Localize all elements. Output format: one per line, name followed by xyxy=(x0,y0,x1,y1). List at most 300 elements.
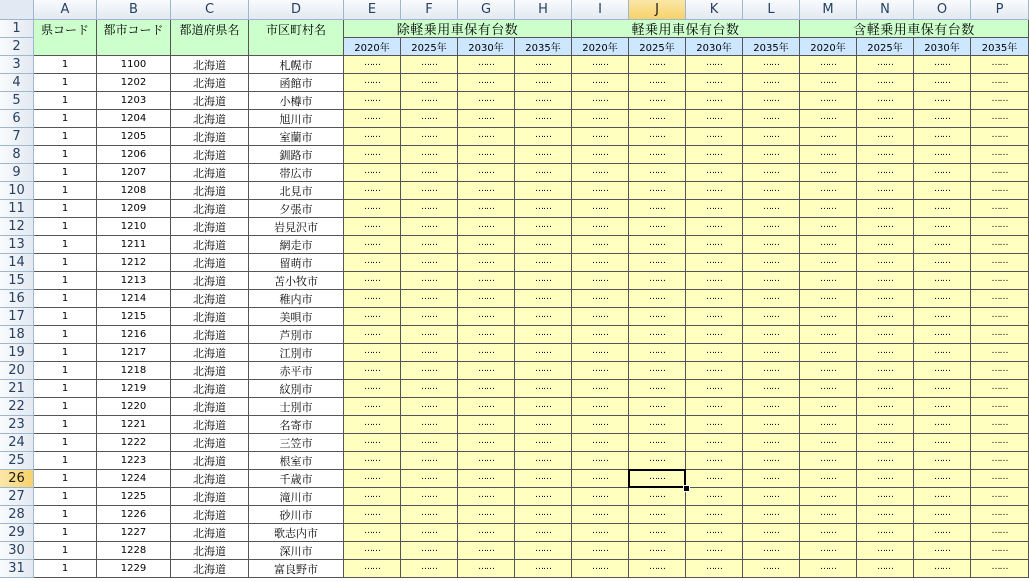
value-cell[interactable]: …… xyxy=(800,146,857,164)
cell-municipality[interactable]: 帯広市 xyxy=(249,164,344,182)
group-header-2[interactable]: 軽乗用車保有台数 xyxy=(572,20,800,38)
value-cell[interactable]: …… xyxy=(914,290,971,308)
value-cell[interactable]: …… xyxy=(743,308,800,326)
column-header-c[interactable]: C xyxy=(171,0,249,20)
cell-city-code[interactable]: 1206 xyxy=(97,146,171,164)
value-cell[interactable]: …… xyxy=(401,416,458,434)
cell-pref-name[interactable]: 北海道 xyxy=(171,128,249,146)
value-cell[interactable]: …… xyxy=(857,560,914,578)
value-cell[interactable]: …… xyxy=(515,272,572,290)
value-cell[interactable]: …… xyxy=(800,452,857,470)
year-header[interactable]: 2020年 xyxy=(800,38,857,56)
cell-pref-name[interactable]: 北海道 xyxy=(171,560,249,578)
cell-pref-code[interactable]: 1 xyxy=(34,146,97,164)
value-cell[interactable]: …… xyxy=(458,164,515,182)
value-cell[interactable]: …… xyxy=(344,92,401,110)
value-cell[interactable]: …… xyxy=(971,488,1029,506)
value-cell[interactable]: …… xyxy=(572,524,629,542)
value-cell[interactable]: …… xyxy=(458,470,515,488)
value-cell[interactable]: …… xyxy=(743,272,800,290)
value-cell[interactable]: …… xyxy=(401,128,458,146)
cell-pref-code[interactable]: 1 xyxy=(34,182,97,200)
value-cell[interactable]: …… xyxy=(629,128,686,146)
value-cell[interactable]: …… xyxy=(800,182,857,200)
cell-pref-name[interactable]: 北海道 xyxy=(171,416,249,434)
cell-pref-name[interactable]: 北海道 xyxy=(171,308,249,326)
value-cell[interactable]: …… xyxy=(686,470,743,488)
value-cell[interactable]: …… xyxy=(401,560,458,578)
value-cell[interactable]: …… xyxy=(686,416,743,434)
value-cell[interactable]: …… xyxy=(515,218,572,236)
value-cell[interactable]: …… xyxy=(971,524,1029,542)
column-header-j[interactable]: J xyxy=(629,0,686,20)
row-header-17[interactable]: 17 xyxy=(0,308,34,326)
cell-city-code[interactable]: 1224 xyxy=(97,470,171,488)
year-header[interactable]: 2035年 xyxy=(743,38,800,56)
value-cell[interactable]: …… xyxy=(515,146,572,164)
value-cell[interactable]: …… xyxy=(914,326,971,344)
value-cell[interactable]: …… xyxy=(743,254,800,272)
value-cell[interactable]: …… xyxy=(857,398,914,416)
cell-pref-name[interactable]: 北海道 xyxy=(171,434,249,452)
value-cell[interactable]: …… xyxy=(914,182,971,200)
value-cell[interactable]: …… xyxy=(515,74,572,92)
value-cell[interactable]: …… xyxy=(857,146,914,164)
value-cell[interactable]: …… xyxy=(344,218,401,236)
value-cell[interactable]: …… xyxy=(800,56,857,74)
header-municipality[interactable]: 市区町村名 xyxy=(249,20,344,56)
value-cell[interactable]: …… xyxy=(971,218,1029,236)
cell-pref-code[interactable]: 1 xyxy=(34,452,97,470)
value-cell[interactable]: …… xyxy=(800,380,857,398)
value-cell[interactable]: …… xyxy=(971,560,1029,578)
value-cell[interactable]: …… xyxy=(743,560,800,578)
value-cell[interactable]: …… xyxy=(800,398,857,416)
year-header[interactable]: 2025年 xyxy=(629,38,686,56)
value-cell[interactable]: …… xyxy=(572,146,629,164)
row-header-19[interactable]: 19 xyxy=(0,344,34,362)
value-cell[interactable]: …… xyxy=(686,200,743,218)
value-cell[interactable]: …… xyxy=(572,218,629,236)
value-cell[interactable]: …… xyxy=(572,488,629,506)
value-cell[interactable]: …… xyxy=(515,434,572,452)
cell-pref-code[interactable]: 1 xyxy=(34,470,97,488)
value-cell[interactable]: …… xyxy=(344,56,401,74)
column-header-h[interactable]: H xyxy=(515,0,572,20)
value-cell[interactable]: …… xyxy=(572,164,629,182)
cell-pref-name[interactable]: 北海道 xyxy=(171,218,249,236)
value-cell[interactable]: …… xyxy=(914,470,971,488)
value-cell[interactable]: …… xyxy=(401,254,458,272)
cell-pref-code[interactable]: 1 xyxy=(34,272,97,290)
cell-pref-name[interactable]: 北海道 xyxy=(171,164,249,182)
value-cell[interactable]: …… xyxy=(401,488,458,506)
value-cell[interactable]: …… xyxy=(971,344,1029,362)
value-cell[interactable]: …… xyxy=(800,470,857,488)
value-cell[interactable]: …… xyxy=(629,326,686,344)
cell-pref-code[interactable]: 1 xyxy=(34,506,97,524)
value-cell[interactable]: …… xyxy=(629,110,686,128)
value-cell[interactable]: …… xyxy=(971,308,1029,326)
value-cell[interactable]: …… xyxy=(743,344,800,362)
value-cell[interactable]: …… xyxy=(515,542,572,560)
value-cell[interactable]: …… xyxy=(572,74,629,92)
row-header-30[interactable]: 30 xyxy=(0,542,34,560)
value-cell[interactable]: …… xyxy=(857,74,914,92)
column-header-m[interactable]: M xyxy=(800,0,857,20)
value-cell[interactable]: …… xyxy=(686,344,743,362)
value-cell[interactable]: …… xyxy=(743,434,800,452)
cell-city-code[interactable]: 1229 xyxy=(97,560,171,578)
value-cell[interactable]: …… xyxy=(572,290,629,308)
value-cell[interactable]: …… xyxy=(686,398,743,416)
value-cell[interactable]: …… xyxy=(686,272,743,290)
year-header[interactable]: 2030年 xyxy=(914,38,971,56)
value-cell[interactable]: …… xyxy=(344,398,401,416)
cell-pref-name[interactable]: 北海道 xyxy=(171,290,249,308)
cell-city-code[interactable]: 1218 xyxy=(97,362,171,380)
value-cell[interactable]: …… xyxy=(401,272,458,290)
value-cell[interactable]: …… xyxy=(458,488,515,506)
value-cell[interactable]: …… xyxy=(971,146,1029,164)
value-cell[interactable]: …… xyxy=(458,272,515,290)
value-cell[interactable]: …… xyxy=(629,362,686,380)
value-cell[interactable]: …… xyxy=(572,542,629,560)
value-cell[interactable]: …… xyxy=(344,560,401,578)
value-cell[interactable]: …… xyxy=(572,326,629,344)
row-header-24[interactable]: 24 xyxy=(0,434,34,452)
value-cell[interactable]: …… xyxy=(515,452,572,470)
value-cell[interactable]: …… xyxy=(686,218,743,236)
value-cell[interactable]: …… xyxy=(515,164,572,182)
value-cell[interactable]: …… xyxy=(515,236,572,254)
value-cell[interactable]: …… xyxy=(572,470,629,488)
cell-municipality[interactable]: 美唄市 xyxy=(249,308,344,326)
value-cell[interactable]: …… xyxy=(686,488,743,506)
value-cell[interactable]: …… xyxy=(401,236,458,254)
year-header[interactable]: 2030年 xyxy=(458,38,515,56)
value-cell[interactable]: …… xyxy=(914,272,971,290)
column-header-d[interactable]: D xyxy=(249,0,344,20)
cell-city-code[interactable]: 1221 xyxy=(97,416,171,434)
value-cell[interactable]: …… xyxy=(857,416,914,434)
value-cell[interactable]: …… xyxy=(458,182,515,200)
value-cell[interactable]: …… xyxy=(629,542,686,560)
value-cell[interactable]: …… xyxy=(458,110,515,128)
cell-municipality[interactable]: 留萌市 xyxy=(249,254,344,272)
value-cell[interactable]: …… xyxy=(914,488,971,506)
value-cell[interactable]: …… xyxy=(344,506,401,524)
value-cell[interactable]: …… xyxy=(458,254,515,272)
value-cell[interactable]: …… xyxy=(914,254,971,272)
value-cell[interactable]: …… xyxy=(629,470,686,488)
cell-pref-code[interactable]: 1 xyxy=(34,362,97,380)
value-cell[interactable]: …… xyxy=(914,506,971,524)
cell-pref-code[interactable]: 1 xyxy=(34,542,97,560)
value-cell[interactable]: …… xyxy=(971,506,1029,524)
cell-municipality[interactable]: 士別市 xyxy=(249,398,344,416)
value-cell[interactable]: …… xyxy=(344,542,401,560)
row-header-14[interactable]: 14 xyxy=(0,254,34,272)
value-cell[interactable]: …… xyxy=(572,254,629,272)
cell-pref-name[interactable]: 北海道 xyxy=(171,182,249,200)
cell-pref-code[interactable]: 1 xyxy=(34,110,97,128)
value-cell[interactable]: …… xyxy=(629,74,686,92)
value-cell[interactable]: …… xyxy=(800,434,857,452)
column-header-l[interactable]: L xyxy=(743,0,800,20)
value-cell[interactable]: …… xyxy=(743,452,800,470)
cell-pref-name[interactable]: 北海道 xyxy=(171,236,249,254)
cell-municipality[interactable]: 千歳市 xyxy=(249,470,344,488)
value-cell[interactable]: …… xyxy=(458,200,515,218)
value-cell[interactable]: …… xyxy=(857,254,914,272)
value-cell[interactable]: …… xyxy=(629,218,686,236)
row-header-1[interactable]: 1 xyxy=(0,20,34,38)
cell-pref-name[interactable]: 北海道 xyxy=(171,452,249,470)
value-cell[interactable]: …… xyxy=(857,434,914,452)
value-cell[interactable]: …… xyxy=(344,308,401,326)
value-cell[interactable]: …… xyxy=(800,542,857,560)
cell-pref-name[interactable]: 北海道 xyxy=(171,254,249,272)
value-cell[interactable]: …… xyxy=(800,236,857,254)
value-cell[interactable]: …… xyxy=(857,326,914,344)
cell-city-code[interactable]: 1226 xyxy=(97,506,171,524)
value-cell[interactable]: …… xyxy=(800,506,857,524)
value-cell[interactable]: …… xyxy=(686,452,743,470)
value-cell[interactable]: …… xyxy=(914,146,971,164)
value-cell[interactable]: …… xyxy=(515,560,572,578)
value-cell[interactable]: …… xyxy=(743,470,800,488)
cell-city-code[interactable]: 1205 xyxy=(97,128,171,146)
value-cell[interactable]: …… xyxy=(857,380,914,398)
value-cell[interactable]: …… xyxy=(743,380,800,398)
value-cell[interactable]: …… xyxy=(914,542,971,560)
value-cell[interactable]: …… xyxy=(914,200,971,218)
cell-pref-name[interactable]: 北海道 xyxy=(171,272,249,290)
value-cell[interactable]: …… xyxy=(629,380,686,398)
cell-municipality[interactable]: 夕張市 xyxy=(249,200,344,218)
value-cell[interactable]: …… xyxy=(572,182,629,200)
value-cell[interactable]: …… xyxy=(572,110,629,128)
value-cell[interactable]: …… xyxy=(572,362,629,380)
value-cell[interactable]: …… xyxy=(515,308,572,326)
value-cell[interactable]: …… xyxy=(344,362,401,380)
cell-pref-code[interactable]: 1 xyxy=(34,236,97,254)
column-header-a[interactable]: A xyxy=(34,0,97,20)
value-cell[interactable]: …… xyxy=(800,344,857,362)
row-header-6[interactable]: 6 xyxy=(0,110,34,128)
value-cell[interactable]: …… xyxy=(743,164,800,182)
value-cell[interactable]: …… xyxy=(458,74,515,92)
row-header-15[interactable]: 15 xyxy=(0,272,34,290)
value-cell[interactable]: …… xyxy=(629,452,686,470)
value-cell[interactable]: …… xyxy=(743,416,800,434)
value-cell[interactable]: …… xyxy=(914,164,971,182)
value-cell[interactable]: …… xyxy=(971,74,1029,92)
value-cell[interactable]: …… xyxy=(344,200,401,218)
value-cell[interactable]: …… xyxy=(743,146,800,164)
value-cell[interactable]: …… xyxy=(800,254,857,272)
cell-municipality[interactable]: 三笠市 xyxy=(249,434,344,452)
value-cell[interactable]: …… xyxy=(344,416,401,434)
column-header-g[interactable]: G xyxy=(458,0,515,20)
value-cell[interactable]: …… xyxy=(857,524,914,542)
column-header-o[interactable]: O xyxy=(914,0,971,20)
value-cell[interactable]: …… xyxy=(515,380,572,398)
cell-city-code[interactable]: 1212 xyxy=(97,254,171,272)
value-cell[interactable]: …… xyxy=(344,164,401,182)
value-cell[interactable]: …… xyxy=(857,362,914,380)
value-cell[interactable]: …… xyxy=(743,218,800,236)
value-cell[interactable]: …… xyxy=(800,326,857,344)
value-cell[interactable]: …… xyxy=(857,128,914,146)
value-cell[interactable]: …… xyxy=(401,200,458,218)
value-cell[interactable]: …… xyxy=(629,308,686,326)
row-header-5[interactable]: 5 xyxy=(0,92,34,110)
value-cell[interactable]: …… xyxy=(971,200,1029,218)
row-header-3[interactable]: 3 xyxy=(0,56,34,74)
cell-pref-name[interactable]: 北海道 xyxy=(171,110,249,128)
value-cell[interactable]: …… xyxy=(971,110,1029,128)
row-header-8[interactable]: 8 xyxy=(0,146,34,164)
value-cell[interactable]: …… xyxy=(914,128,971,146)
value-cell[interactable]: …… xyxy=(686,56,743,74)
value-cell[interactable]: …… xyxy=(800,290,857,308)
group-header-3[interactable]: 含軽乗用車保有台数 xyxy=(800,20,1029,38)
cell-pref-name[interactable]: 北海道 xyxy=(171,326,249,344)
value-cell[interactable]: …… xyxy=(686,110,743,128)
value-cell[interactable]: …… xyxy=(743,74,800,92)
value-cell[interactable]: …… xyxy=(686,380,743,398)
value-cell[interactable]: …… xyxy=(857,236,914,254)
value-cell[interactable]: …… xyxy=(515,488,572,506)
value-cell[interactable]: …… xyxy=(914,56,971,74)
cell-pref-code[interactable]: 1 xyxy=(34,326,97,344)
cell-city-code[interactable]: 1220 xyxy=(97,398,171,416)
cell-municipality[interactable]: 小樽市 xyxy=(249,92,344,110)
value-cell[interactable]: …… xyxy=(458,542,515,560)
cell-pref-name[interactable]: 北海道 xyxy=(171,488,249,506)
row-header-2[interactable]: 2 xyxy=(0,38,34,56)
value-cell[interactable]: …… xyxy=(458,326,515,344)
value-cell[interactable]: …… xyxy=(914,362,971,380)
value-cell[interactable]: …… xyxy=(971,290,1029,308)
value-cell[interactable]: …… xyxy=(914,110,971,128)
value-cell[interactable]: …… xyxy=(857,92,914,110)
cell-municipality[interactable]: 釧路市 xyxy=(249,146,344,164)
value-cell[interactable]: …… xyxy=(800,272,857,290)
cell-city-code[interactable]: 1204 xyxy=(97,110,171,128)
value-cell[interactable]: …… xyxy=(629,200,686,218)
value-cell[interactable]: …… xyxy=(401,434,458,452)
cell-city-code[interactable]: 1211 xyxy=(97,236,171,254)
value-cell[interactable]: …… xyxy=(914,236,971,254)
cell-pref-code[interactable]: 1 xyxy=(34,434,97,452)
value-cell[interactable]: …… xyxy=(743,542,800,560)
value-cell[interactable]: …… xyxy=(743,506,800,524)
value-cell[interactable]: …… xyxy=(572,434,629,452)
value-cell[interactable]: …… xyxy=(914,560,971,578)
value-cell[interactable]: …… xyxy=(857,110,914,128)
cell-pref-name[interactable]: 北海道 xyxy=(171,398,249,416)
value-cell[interactable]: …… xyxy=(515,470,572,488)
value-cell[interactable]: …… xyxy=(971,362,1029,380)
cell-municipality[interactable]: 砂川市 xyxy=(249,506,344,524)
value-cell[interactable]: …… xyxy=(515,200,572,218)
value-cell[interactable]: …… xyxy=(572,452,629,470)
cell-pref-code[interactable]: 1 xyxy=(34,560,97,578)
value-cell[interactable]: …… xyxy=(458,56,515,74)
value-cell[interactable]: …… xyxy=(401,290,458,308)
value-cell[interactable]: …… xyxy=(971,542,1029,560)
cell-municipality[interactable]: 網走市 xyxy=(249,236,344,254)
column-header-k[interactable]: K xyxy=(686,0,743,20)
value-cell[interactable]: …… xyxy=(743,200,800,218)
cell-pref-name[interactable]: 北海道 xyxy=(171,380,249,398)
value-cell[interactable]: …… xyxy=(401,326,458,344)
value-cell[interactable]: …… xyxy=(515,326,572,344)
value-cell[interactable]: …… xyxy=(515,416,572,434)
value-cell[interactable]: …… xyxy=(572,200,629,218)
cell-city-code[interactable]: 1214 xyxy=(97,290,171,308)
value-cell[interactable]: …… xyxy=(401,470,458,488)
value-cell[interactable]: …… xyxy=(458,146,515,164)
cell-city-code[interactable]: 1225 xyxy=(97,488,171,506)
cell-city-code[interactable]: 1203 xyxy=(97,92,171,110)
cell-pref-code[interactable]: 1 xyxy=(34,488,97,506)
value-cell[interactable]: …… xyxy=(401,164,458,182)
value-cell[interactable]: …… xyxy=(800,560,857,578)
value-cell[interactable]: …… xyxy=(572,308,629,326)
value-cell[interactable]: …… xyxy=(686,308,743,326)
cell-pref-code[interactable]: 1 xyxy=(34,344,97,362)
value-cell[interactable]: …… xyxy=(971,416,1029,434)
cell-city-code[interactable]: 1222 xyxy=(97,434,171,452)
header-pref-code[interactable]: 県コード xyxy=(34,20,97,56)
cell-municipality[interactable]: 旭川市 xyxy=(249,110,344,128)
row-header-16[interactable]: 16 xyxy=(0,290,34,308)
cell-municipality[interactable]: 岩見沢市 xyxy=(249,218,344,236)
value-cell[interactable]: …… xyxy=(686,542,743,560)
cell-pref-code[interactable]: 1 xyxy=(34,398,97,416)
value-cell[interactable]: …… xyxy=(572,380,629,398)
cell-city-code[interactable]: 1213 xyxy=(97,272,171,290)
value-cell[interactable]: …… xyxy=(800,524,857,542)
cell-pref-name[interactable]: 北海道 xyxy=(171,74,249,92)
value-cell[interactable]: …… xyxy=(686,254,743,272)
cell-municipality[interactable]: 函館市 xyxy=(249,74,344,92)
cell-municipality[interactable]: 名寄市 xyxy=(249,416,344,434)
cell-municipality[interactable]: 赤平市 xyxy=(249,362,344,380)
value-cell[interactable]: …… xyxy=(572,272,629,290)
value-cell[interactable]: …… xyxy=(629,524,686,542)
value-cell[interactable]: …… xyxy=(572,236,629,254)
value-cell[interactable]: …… xyxy=(401,542,458,560)
fill-handle[interactable] xyxy=(683,485,690,492)
value-cell[interactable]: …… xyxy=(686,236,743,254)
value-cell[interactable]: …… xyxy=(629,92,686,110)
column-header-e[interactable]: E xyxy=(344,0,401,20)
year-header[interactable]: 2025年 xyxy=(857,38,914,56)
value-cell[interactable]: …… xyxy=(857,272,914,290)
value-cell[interactable]: …… xyxy=(857,470,914,488)
value-cell[interactable]: …… xyxy=(686,560,743,578)
value-cell[interactable]: …… xyxy=(458,344,515,362)
value-cell[interactable]: …… xyxy=(458,92,515,110)
value-cell[interactable]: …… xyxy=(458,362,515,380)
cell-pref-code[interactable]: 1 xyxy=(34,416,97,434)
cell-municipality[interactable]: 稚内市 xyxy=(249,290,344,308)
